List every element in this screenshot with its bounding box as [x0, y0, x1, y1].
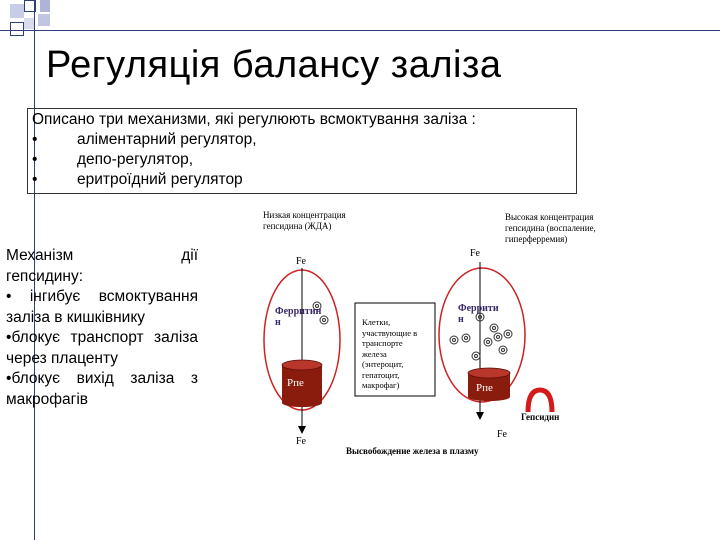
- rpe-left-label: Рпе: [287, 377, 304, 389]
- mechanism-bullet: •блокує транспорт заліза через плаценту: [6, 329, 198, 367]
- page-title: Регуляція балансу заліза: [46, 44, 502, 86]
- mechanism-bullet-text: інгибує всмоктування заліза в кишківнику: [6, 288, 198, 326]
- mechanism-bullet: •блокує вихід заліза з макрофагів: [6, 370, 198, 408]
- cells-line: (энтероцит,: [362, 359, 404, 369]
- cells-line: транспорте: [362, 338, 403, 348]
- high-label-line: Высокая концентрация: [505, 212, 594, 222]
- cells-line: гепатоцит,: [362, 369, 400, 380]
- ferritin-right-label: [458, 303, 499, 325]
- intro-item-label: депо-регулятор,: [77, 151, 194, 168]
- ferritin-line: Феррити: [458, 303, 499, 314]
- release-label: Высвобождение железа в плазму: [346, 446, 479, 456]
- ferritin-line: Ферритин: [275, 306, 322, 317]
- bullet-icon: •: [32, 171, 38, 188]
- hepcidin-label: Гепсидин: [521, 412, 560, 422]
- ferritin-line: н: [275, 317, 281, 328]
- cells-line: Клетки,: [362, 317, 391, 327]
- mechanism-word: Механізм: [6, 247, 74, 264]
- cells-line: железа: [362, 348, 387, 359]
- hepcidin-icon: [528, 390, 552, 412]
- mechanism-bullet-text: блокує вихід заліза з макрофагів: [6, 370, 198, 408]
- intro-heading: Описано три механизми, які регулюють всмоктування заліза :: [32, 111, 476, 128]
- low-label-line: Низкая концентрация: [263, 210, 346, 220]
- mechanism-line: гепсидину:: [6, 267, 84, 285]
- high-label-line: гиперферремия): [505, 234, 568, 244]
- fe-label: Fe: [296, 256, 306, 267]
- cells-line: макрофаг): [362, 380, 400, 390]
- fe-label: Fe: [296, 436, 306, 447]
- ferritin-left-label: [275, 306, 321, 328]
- fe-label: Fe: [497, 429, 507, 440]
- fe-label: Fe: [470, 248, 480, 259]
- low-label-line: гепсидина (ЖДА): [263, 221, 332, 231]
- cells-text: [362, 317, 417, 391]
- mechanism-bullet-text: блокує транспорт заліза через плаценту: [6, 329, 198, 367]
- high-label-line: гепсидина (воспаление,: [505, 223, 596, 233]
- bullet-icon: •: [32, 131, 38, 148]
- intro-item-label: еритроїдний регулятор: [77, 171, 243, 188]
- ferritin-line: н: [458, 314, 464, 325]
- rpe-right-label: Рпе: [476, 382, 493, 394]
- cells-line: участвующие в: [362, 327, 418, 338]
- mechanism-bullet: • інгибує всмоктування заліза в кишківнику: [6, 288, 198, 326]
- intro-item-label: аліментарний регулятор,: [77, 131, 257, 148]
- mechanism-word: дії: [181, 247, 198, 264]
- bullet-icon: •: [32, 151, 38, 168]
